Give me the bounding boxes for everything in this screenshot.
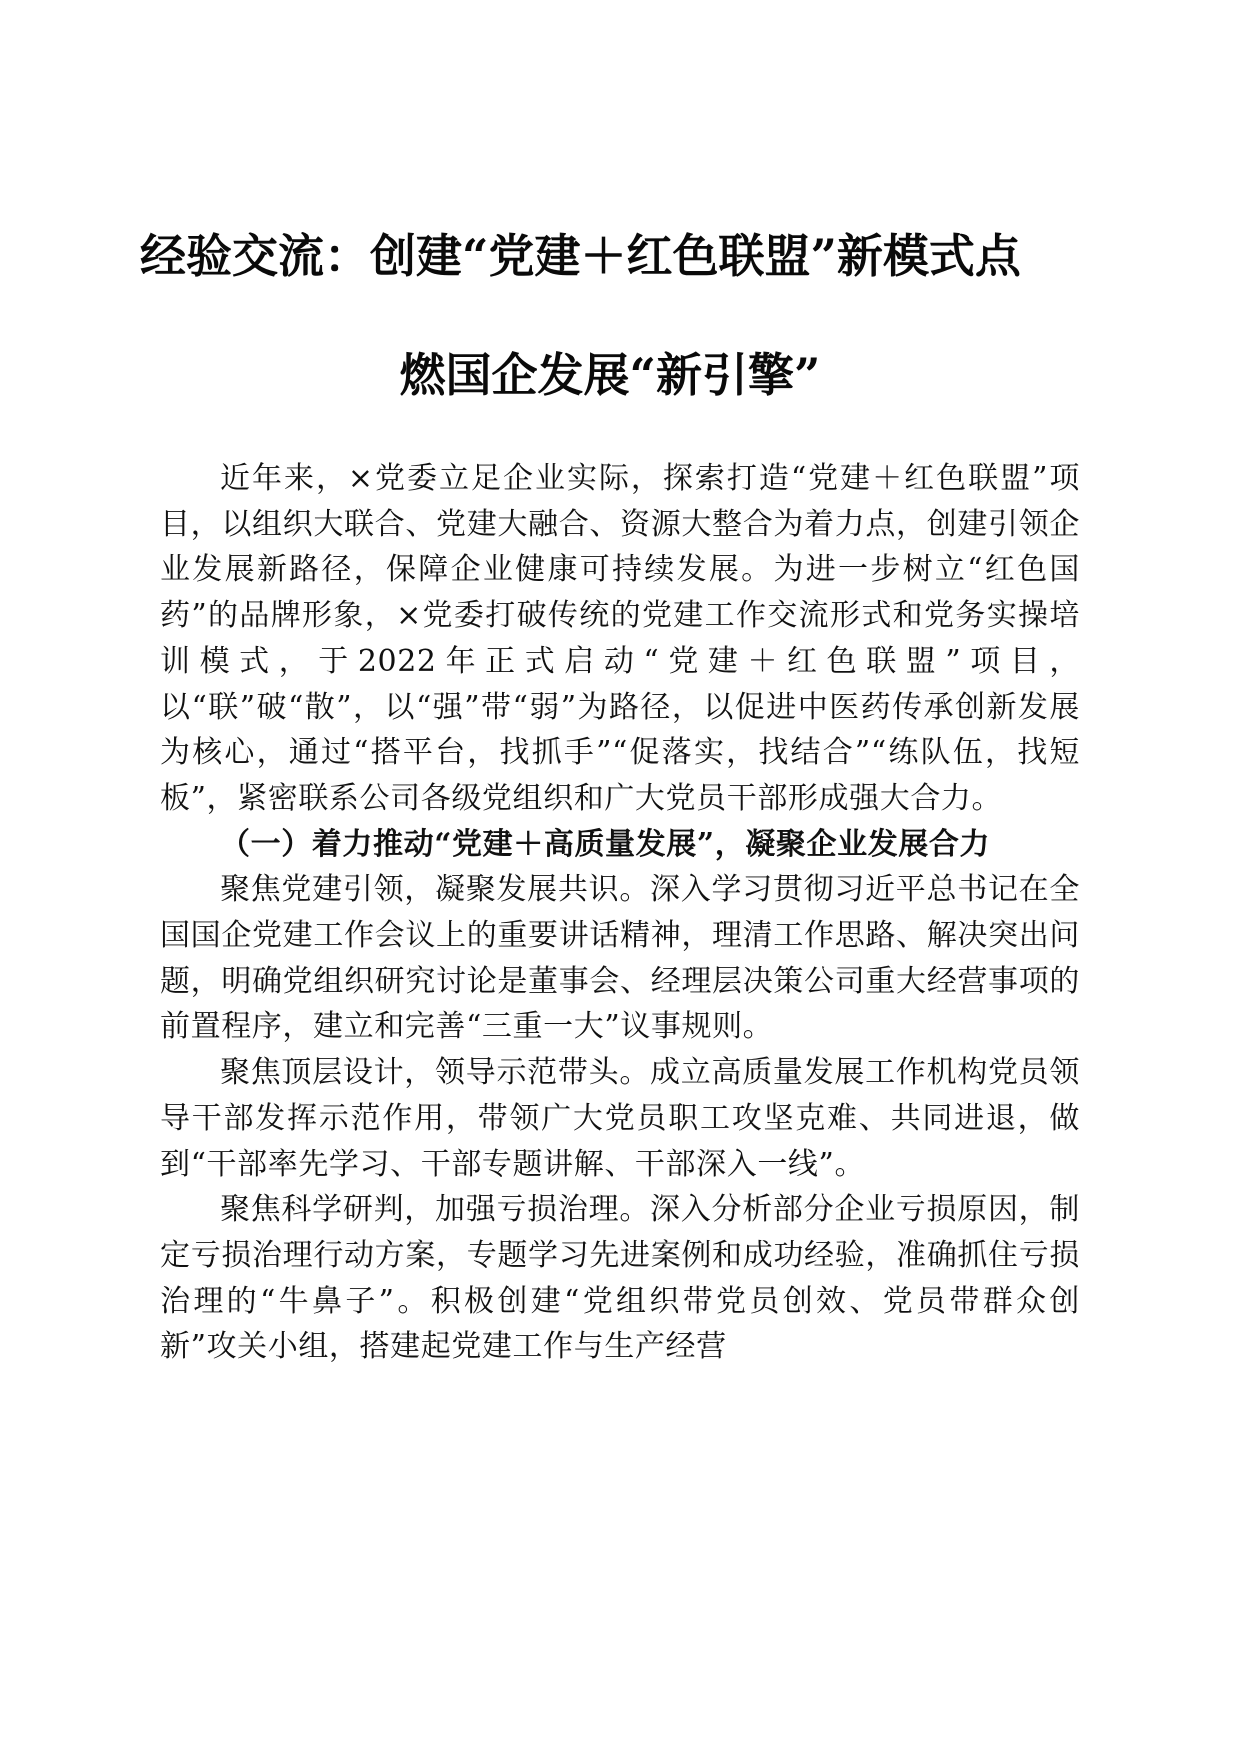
section-paragraph-2: 聚焦顶层设计，领导示范带头。成立高质量发展工作机构党员领导干部发挥示范作用，带领广大党员职工攻坚克难、共同进退，做到“干部率先学习、干部专题讲解、干部深入一线”。 bbox=[160, 1055, 1080, 1182]
section-paragraph-1: 聚焦党建引领，凝聚发展共识。深入学习贯彻习近平总书记在全国国企党建工作会议上的重要讲话精神，理清工作思路、解决突出问题，明确党组织研究讨论是董事会、经理层决策公司重大经营事项的前置程序，建立和完善“三重一大”议事规则。 bbox=[160, 872, 1080, 1045]
section-heading: （一）着力推动“党建＋高质量发展”，凝聚企业发展合力 bbox=[220, 826, 991, 862]
document-body bbox=[160, 456, 1080, 1370]
section-paragraph-3: 聚焦科学研判，加强亏损治理。深入分析部分企业亏损原因，制定亏损治理行动方案，专题学习先进案例和成功经验，准确抓住亏损治理的“牛鼻子”。积极创建“党组织带党员创效、党员带群众创新”攻关小组，搭建起党建工作与生产经营 bbox=[160, 1192, 1080, 1365]
intro-paragraph: 近年来，×党委立足企业实际，探索打造“党建＋红色联盟”项目，以组织大联合、党建大融合、资源大整合为着力点，创建引领企业发展新路径，保障企业健康可持续发展。为进一步树立“红色国药”的品牌形象，×党委打破传统的党建工作交流形式和党务实操培训模式，于2022年正式启动“党建＋红色联盟”项目，以“联”破“散”，以“强”带“弱”为路径，以促进中医药传承创新发展为核心，通过“搭平台，找抓手”“促落实，找结合”“练队伍，找短板”，紧密联系公司各级党组织和广大党员干部形成强大合力。 bbox=[160, 461, 1080, 816]
document-title-line-1: 经验交流：创建“党建＋红色联盟”新模式点 bbox=[140, 229, 1021, 283]
document-title-line-2: 燃国企发展“新引擎” bbox=[399, 348, 821, 402]
